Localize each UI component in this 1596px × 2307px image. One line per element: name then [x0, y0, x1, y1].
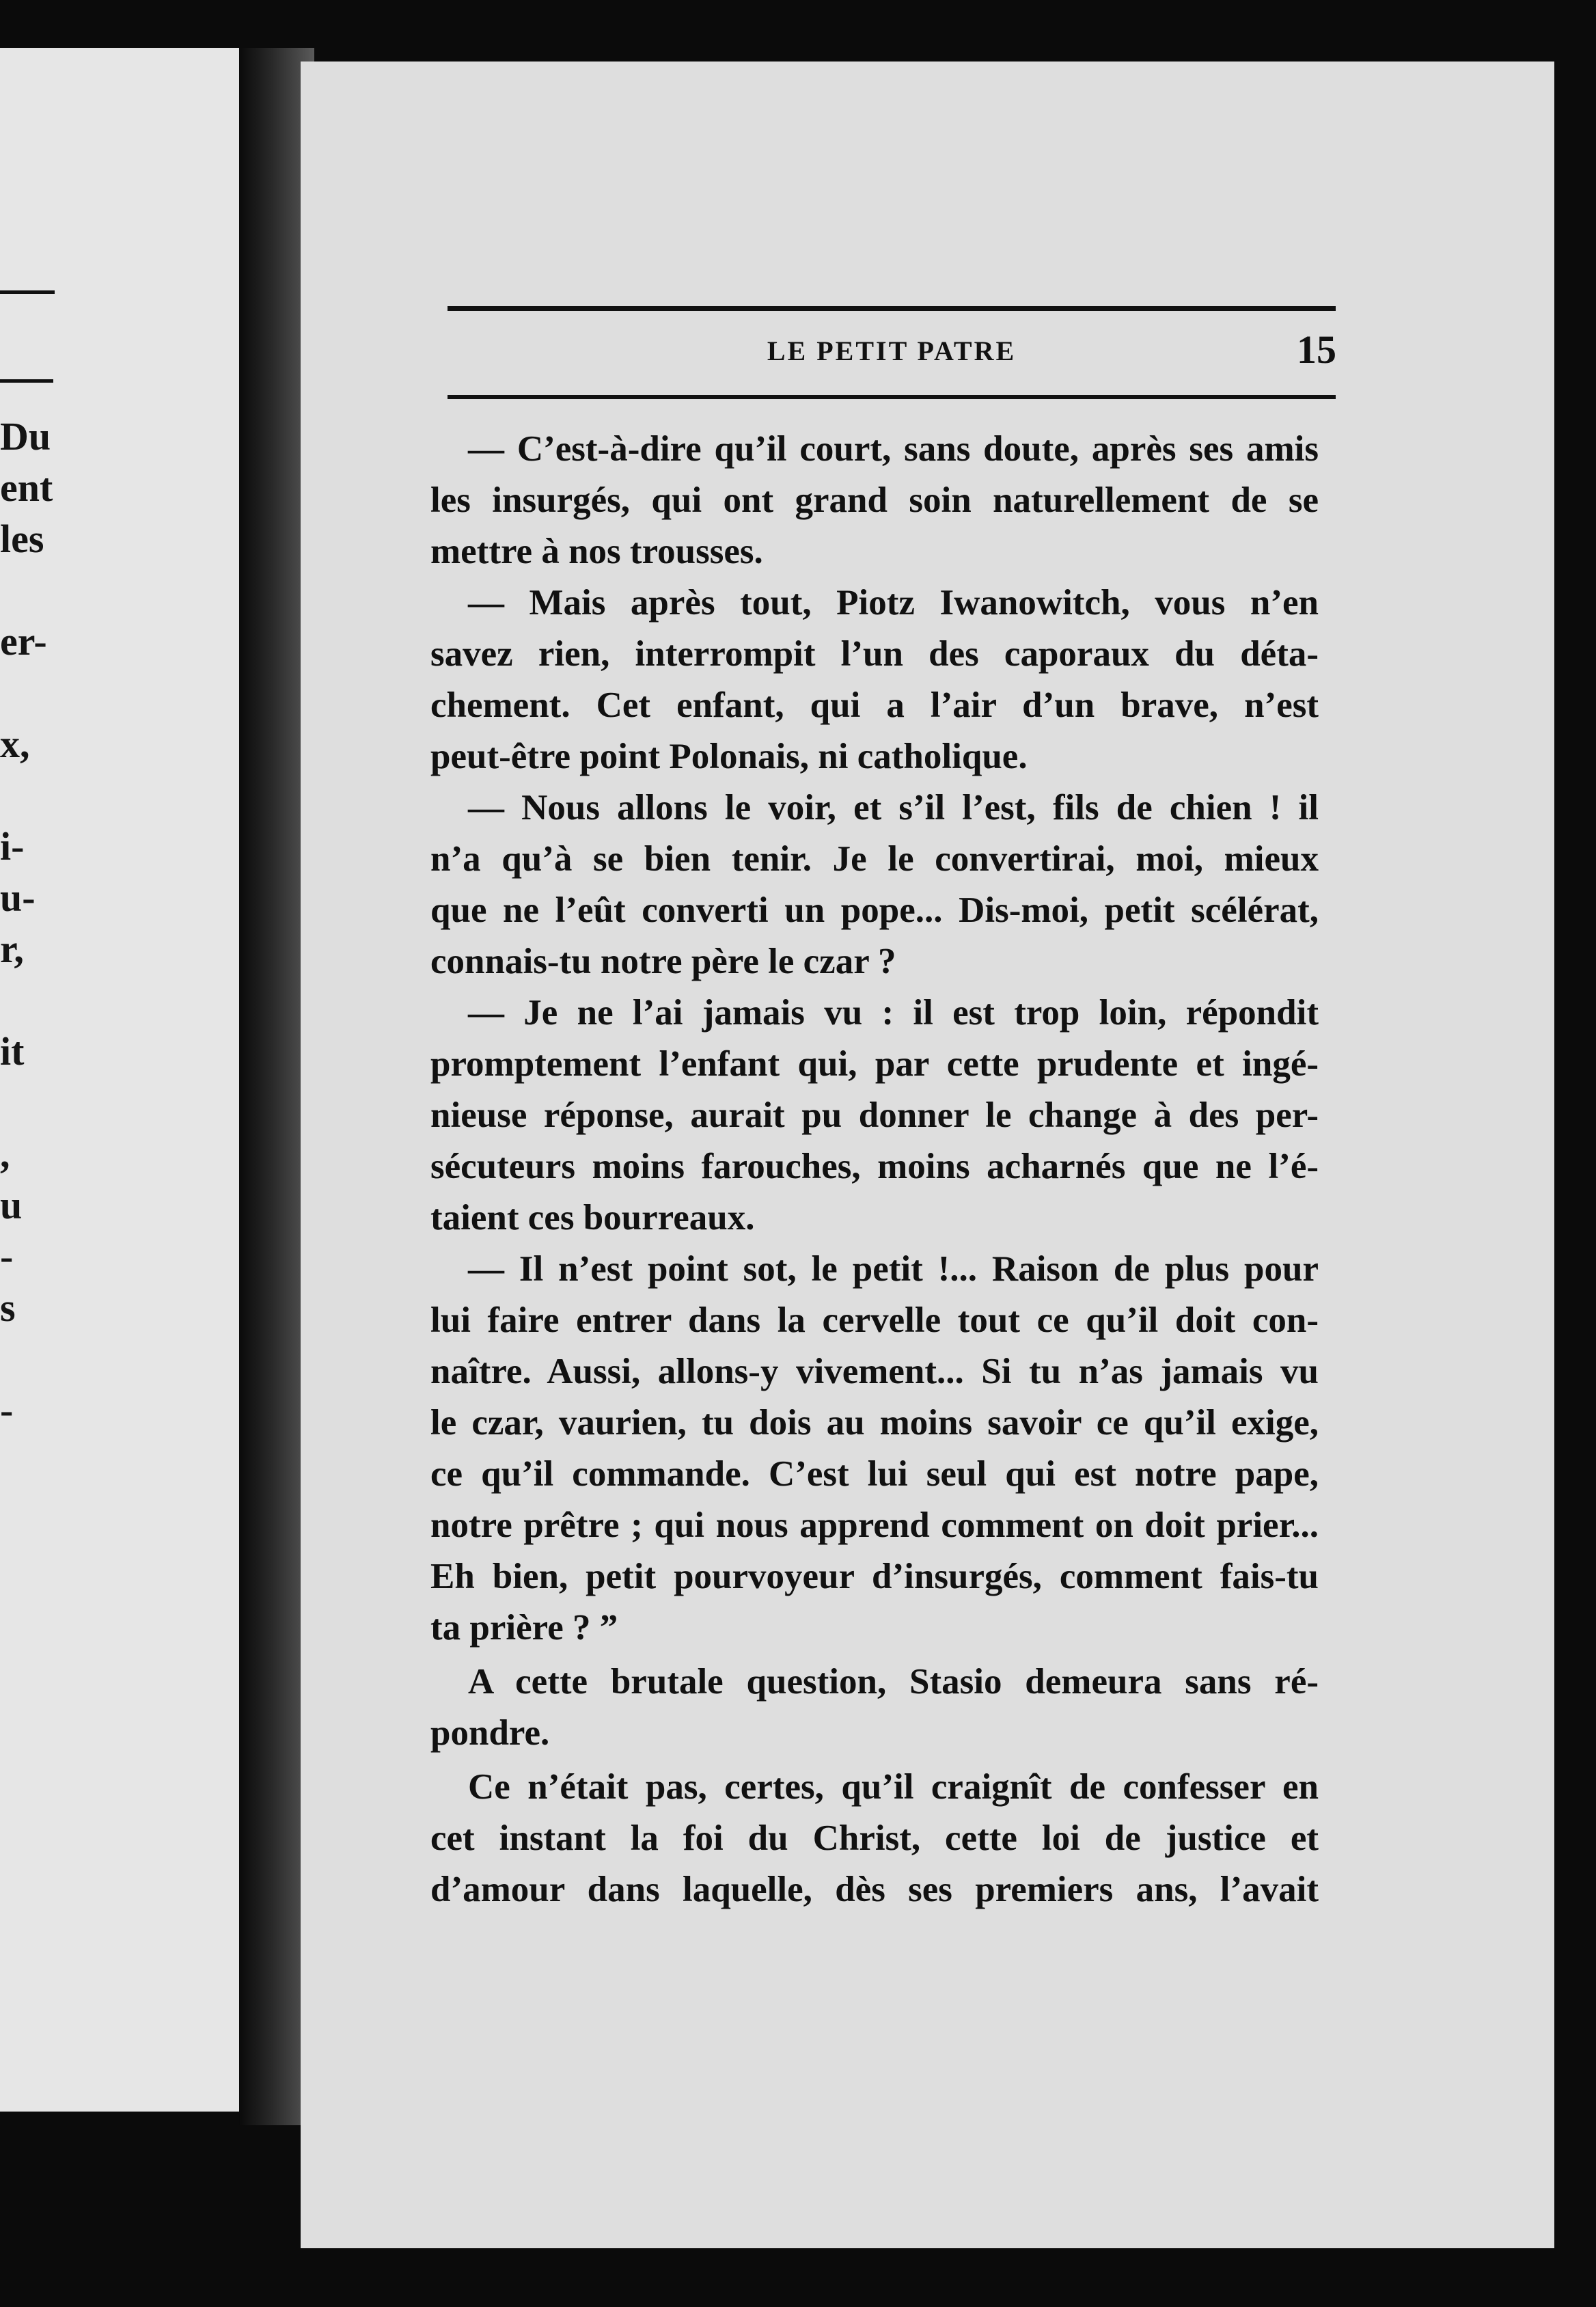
text-line: mettre à nos trousses.: [430, 532, 763, 571]
text-line: Eh bien, petit pourvoyeur d’insurgés, comment fais-tu: [430, 1557, 1319, 1596]
left-page-fragment: i-: [0, 824, 25, 869]
text-line: — Nous allons le voir, et s’il l’est, fils de chien ! il: [468, 788, 1319, 828]
text-line: promptement l’enfant qui, par cette prudente et ingé-: [430, 1044, 1319, 1084]
scan-bottom-edge: [301, 2248, 1554, 2307]
header-top-rule: [448, 306, 1336, 311]
text-line: ce qu’il commande. C’est lui seul qui est notre pape,: [430, 1454, 1319, 1494]
text-line: chement. Cet enfant, qui a l’air d’un brave, n’est: [430, 685, 1319, 725]
text-line: — Mais après tout, Piotz Iwanowitch, vous n’en: [468, 583, 1319, 623]
text-line: pondre.: [430, 1713, 550, 1753]
left-page-fragment: -: [0, 1234, 14, 1279]
left-page-fragment: x,: [0, 722, 30, 766]
text-line: notre prêtre ; qui nous apprend comment on doit prier...: [430, 1505, 1319, 1545]
text-line: naître. Aussi, allons-y vivement... Si tu n’as jamais vu: [430, 1352, 1319, 1391]
body-text: [430, 424, 1319, 1915]
text-line: — Il n’est point sot, le petit !... Raison de plus pour: [468, 1249, 1319, 1289]
text-line: n’a qu’à se bien tenir. Je le convertirai, moi, mieux: [430, 839, 1319, 879]
left-page-fragment: Du: [0, 414, 51, 459]
left-page-fragment: s: [0, 1285, 16, 1330]
text-line: savez rien, interrompit l’un des caporaux du déta-: [430, 634, 1319, 674]
left-page-fragment: er-: [0, 619, 47, 664]
text-line: d’amour dans laquelle, dès ses premiers ans, l’avait: [430, 1870, 1319, 1909]
text-line: le czar, vaurien, tu dois au moins savoir ce qu’il exige,: [430, 1403, 1319, 1443]
text-line: Ce n’était pas, certes, qu’il craignît de confesser en: [468, 1767, 1319, 1807]
header-bottom-rule: [448, 395, 1336, 399]
left-page-header-rule: [0, 379, 53, 383]
text-line: taient ces bourreaux.: [430, 1198, 755, 1238]
text-line: A cette brutale question, Stasio demeura sans ré-: [468, 1662, 1319, 1702]
left-page-fragment: ent: [0, 465, 53, 510]
text-line: lui faire entrer dans la cervelle tout ce qu’il doit con-: [430, 1300, 1319, 1340]
left-page-fragment: it: [0, 1029, 25, 1074]
text-line: — C’est-à-dire qu’il court, sans doute, après ses amis: [468, 429, 1319, 469]
left-page-fragment: ,: [0, 1132, 10, 1176]
text-line: les insurgés, qui ont grand soin naturellement de se: [430, 480, 1319, 520]
left-page-top-rule: [0, 290, 55, 294]
running-title: LE PETIT PATRE: [767, 336, 1017, 366]
left-page: [0, 48, 239, 2112]
left-page-fragment: u: [0, 1183, 23, 1227]
text-line: connais-tu notre père le czar ?: [430, 942, 896, 981]
text-line: peut-être point Polonais, ni catholique.: [430, 737, 1028, 776]
left-page-fragment: les: [0, 517, 44, 561]
text-line: ta prière ? ”: [430, 1608, 618, 1648]
left-page-fragment: u-: [0, 875, 36, 920]
page-number: 15: [1297, 327, 1336, 372]
left-page-fragment: -: [0, 1388, 14, 1432]
text-line: sécuteurs moins farouches, moins acharnés que ne l’é-: [430, 1147, 1319, 1186]
text-line: que ne l’eût converti un pope... Dis-moi, petit scélérat,: [430, 890, 1319, 930]
text-line: nieuse réponse, aurait pu donner le change à des per-: [430, 1095, 1319, 1135]
text-line: cet instant la foi du Christ, cette loi de justice et: [430, 1818, 1319, 1858]
left-page-fragment: r,: [0, 927, 24, 971]
text-line: — Je ne l’ai jamais vu : il est trop loin, répondit: [468, 993, 1319, 1033]
